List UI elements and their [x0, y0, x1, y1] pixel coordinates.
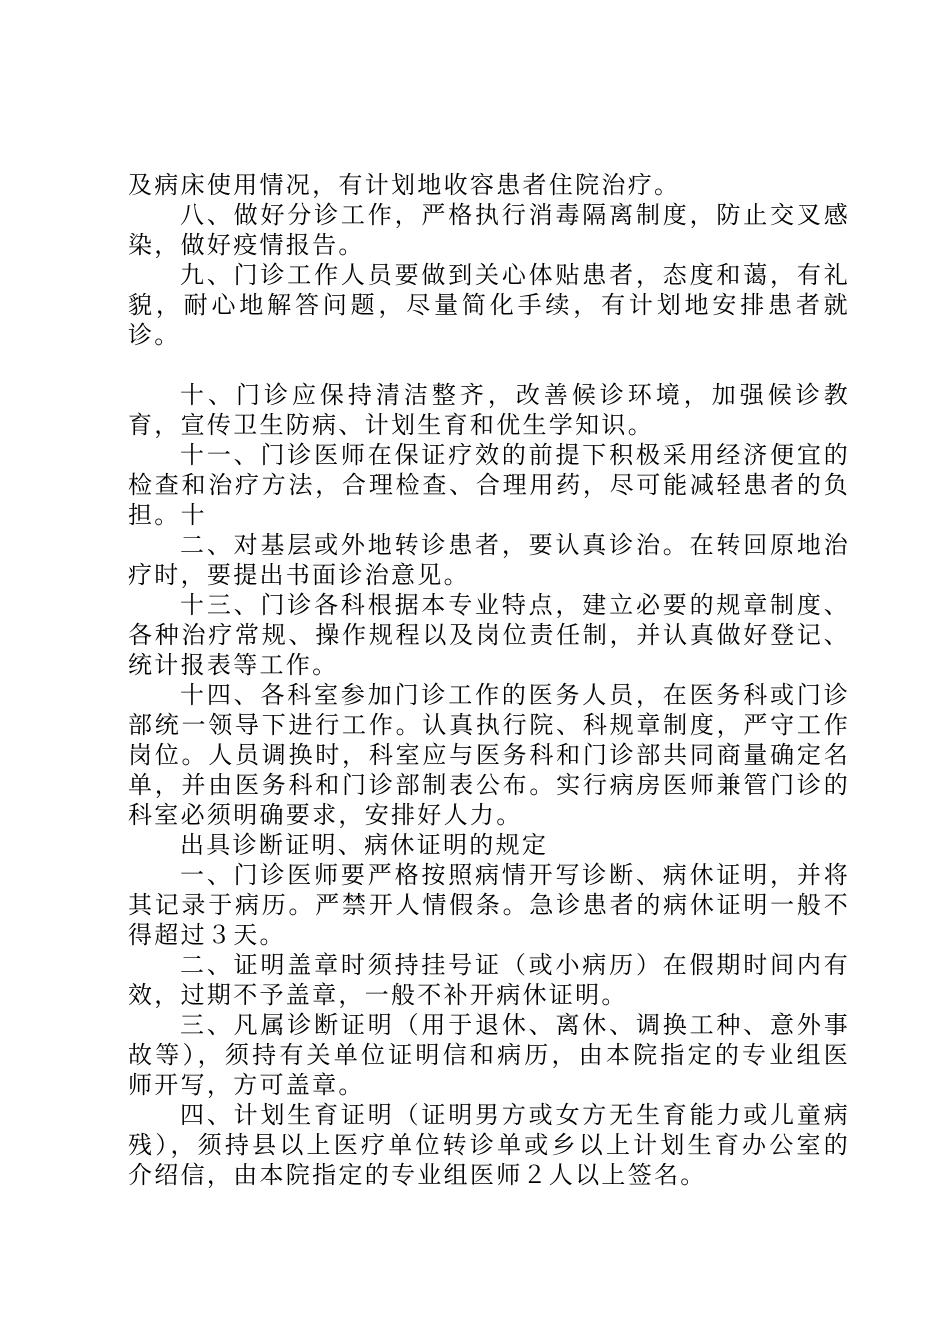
paragraph-cert-rule-4: 四、计划生育证明（证明男方或女方无生育能力或儿童病残），须持县以上医疗单位转诊单或乡以上计划生育办公室的介绍信，由本院指定的专业组医师２人以上签名。 [128, 1101, 850, 1189]
paragraph-rule-13: 十三、门诊各科根据本专业特点，建立必要的规章制度、各种治疗常规、操作规程以及岗位责任制，并认真做好登记、统计报表等工作。 [128, 591, 850, 679]
paragraph-gap [128, 350, 850, 380]
paragraph-cert-rule-1: 一、门诊医师要严格按照病情开写诊断、病休证明，并将其记录于病历。严禁开人情假条。急诊患者的病休证明一般不得超过３天。 [128, 861, 850, 949]
paragraph-rule-9: 九、门诊工作人员要做到关心体贴患者，态度和蔼，有礼貌，耐心地解答问题，尽量简化手续，有计划地安排患者就诊。 [128, 261, 850, 349]
paragraph-rule-10: 十、门诊应保持清洁整齐，改善候诊环境，加强候诊教育，宣传卫生防病、计划生育和优生学知识。 [128, 381, 850, 439]
section-heading-certificates: 出具诊断证明、病休证明的规定 [180, 831, 549, 859]
paragraph-rule-14: 十四、各科室参加门诊工作的医务人员，在医务科或门诊部统一领导下进行工作。认真执行院、科规章制度，严守工作岗位。人员调换时，科室应与医务科和门诊部共同商量确定名单，并由医务科和门诊部制表公布。实行病房医师兼管门诊的科室必须明确要求，安排好人力。 [128, 681, 850, 829]
paragraph-rule-8: 八、做好分诊工作，严格执行消毒隔离制度，防止交叉感染，做好疫情报告。 [128, 201, 850, 259]
paragraph-cert-rule-2: 二、证明盖章时须持挂号证（或小病历）在假期时间内有效，过期不予盖章，一般不补开病休证明。 [128, 951, 850, 1009]
paragraph-bed-usage: 及病床使用情况，有计划地收容患者住院治疗。 [128, 171, 681, 199]
paragraph-rule-12: 二、对基层或外地转诊患者，要认真诊治。在转回原地治疗时，要提出书面诊治意见。 [128, 531, 850, 589]
paragraph-rule-11: 十一、门诊医师在保证疗效的前提下积极采用经济便宜的检查和治疗方法，合理检查、合理用药，尽可能减轻患者的负担。十 [128, 441, 850, 529]
paragraph-cert-rule-3: 三、凡属诊断证明（用于退休、离休、调换工种、意外事故等），须持有关单位证明信和病历，由本院指定的专业组医师开写，方可盖章。 [128, 1011, 850, 1099]
document-body [128, 170, 850, 1190]
